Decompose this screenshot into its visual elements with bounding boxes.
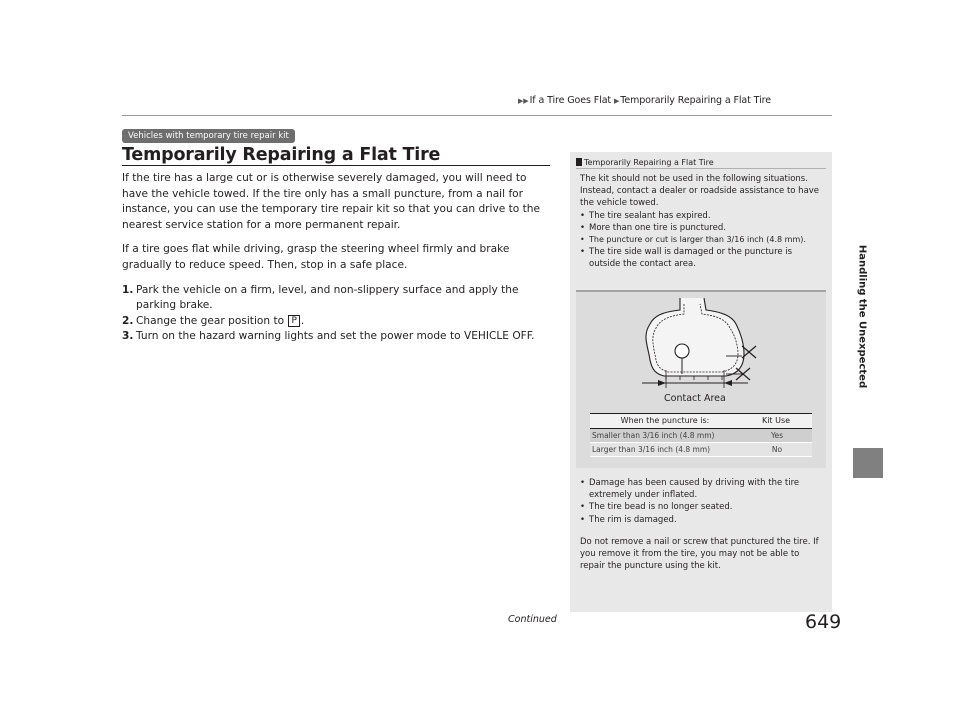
breadcrumb — [518, 95, 771, 106]
steps-list — [122, 283, 552, 345]
page-number: 649 — [805, 611, 842, 633]
list-item: • The tire side wall is damaged or the puncture is outside the contact area. — [580, 246, 822, 270]
note-text-continued — [580, 477, 822, 572]
continued-label: Continued — [508, 614, 557, 625]
column-header: Kit Use — [740, 414, 812, 429]
note-bullets — [580, 477, 822, 526]
note-outro: Do not remove a nail or screw that punctured the tire. If you remove it from the tire, you may not be able to repair the puncture using the kit. — [580, 536, 819, 572]
section-tab-label: Handling the Unexpected — [856, 244, 868, 389]
breadcrumb-item: If a Tire Goes Flat — [529, 95, 612, 106]
figure-label: Contact Area — [664, 393, 726, 404]
note-bullets — [580, 210, 822, 271]
header-rule — [122, 115, 832, 116]
main-body — [122, 171, 552, 345]
list-item: • The tire sealant has expired. — [580, 210, 822, 222]
breadcrumb-item: Temporarily Repairing a Flat Tire — [620, 95, 771, 106]
note-icon — [576, 158, 582, 166]
paragraph: If the tire has a large cut or is otherwise severely damaged, you will need to have the vehicle towed. If the tire only has a small puncture, from a nail for instance, you can use the temporary tire repair kit so that you can drive to the nearest service station for a more permanent repair. — [122, 172, 541, 231]
table-cell: Smaller than 3/16 inch (4.8 mm) — [590, 429, 740, 443]
table-header-row — [590, 414, 812, 429]
list-item: 3. Turn on the hazard warning lights and set the power mode to VEHICLE OFF. — [122, 330, 535, 343]
table-row — [590, 429, 812, 443]
column-header: When the puncture is: — [590, 414, 740, 429]
note-text — [580, 173, 822, 271]
arrow-icon: ▶ — [613, 97, 620, 105]
list-item: • The puncture or cut is larger than 3/16 inch (4.8 mm). — [580, 234, 822, 246]
list-item: 1. Park the vehicle on a firm, level, and non-slippery surface and apply the parking brake. — [122, 283, 519, 312]
page-title: Temporarily Repairing a Flat Tire — [122, 145, 441, 165]
note-intro: The kit should not be used in the following situations. Instead, contact a dealer or roadside assistance to have the vehicle towed. — [580, 174, 820, 209]
list-item: • More than one tire is punctured. — [580, 222, 822, 234]
list-item: • Damage has been caused by driving with the tire extremely under inflated. — [580, 477, 822, 501]
list-item: • The rim is damaged. — [580, 514, 822, 526]
arrow-icon: ▶▶ — [518, 97, 529, 105]
table-cell: No — [740, 443, 812, 457]
paragraph: If a tire goes flat while driving, grasp the steering wheel firmly and brake gradually to reduce speed. Then, stop in a safe place. — [122, 243, 510, 271]
note-heading: Temporarily Repairing a Flat Tire — [576, 158, 714, 167]
title-rule — [122, 165, 550, 166]
section-tab — [855, 228, 869, 408]
table-cell: Yes — [740, 429, 812, 443]
gear-p-icon: P — [288, 315, 299, 327]
note-rule — [576, 168, 826, 169]
list-item: • The tire bead is no longer seated. — [580, 501, 822, 513]
table-row — [590, 443, 812, 457]
list-item: 2. Change the gear position to P . — [122, 314, 305, 327]
table-cell: Larger than 3/16 inch (4.8 mm) — [590, 443, 740, 457]
section-tab-marker — [853, 448, 883, 478]
applicability-badge: Vehicles with temporary tire repair kit — [122, 129, 295, 143]
kit-use-table — [590, 413, 812, 457]
